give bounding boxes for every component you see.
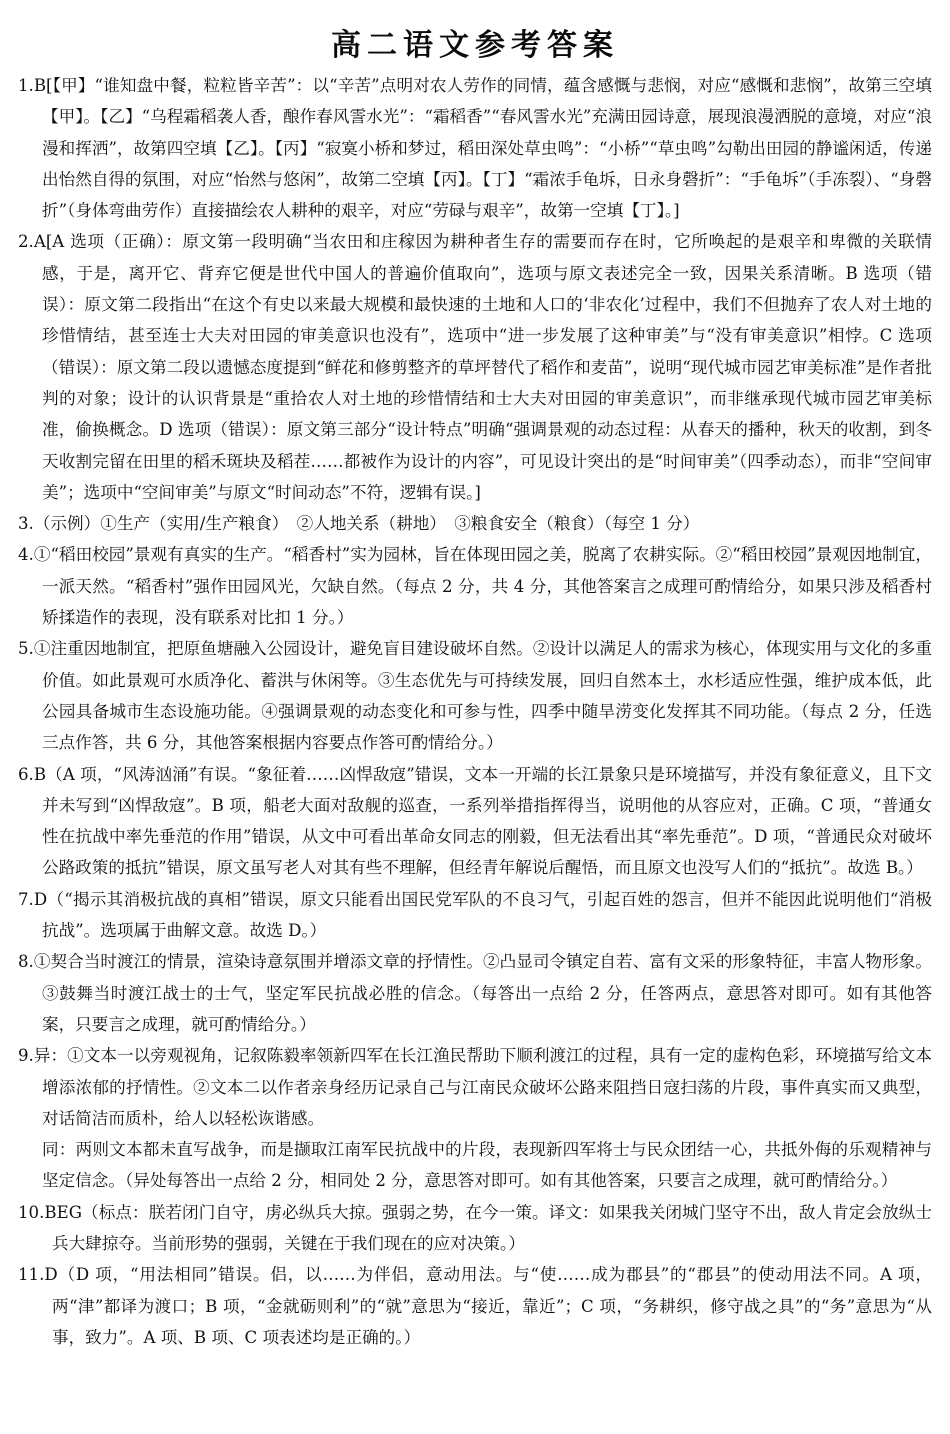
answer-item-7 (18, 884, 932, 947)
answer-text: D（D 项，“用法相同”错误。侣，以……为伴侣，意动用法。与“使……成为郡县”的“郡县”的使动用法不同。A 项，两“津”都译为渡口；B 项，“金就砺则利”的“就”意思为“接近，靠近”；C 项，“务耕织，修守战之具”的“务”意思为“从事，致力”。A 项、B 项、C 项表述均是正确的。） (44, 1265, 932, 1347)
answer-number: 4. (18, 545, 34, 565)
answer-number: 11. (18, 1265, 45, 1285)
answer-item-9 (18, 1040, 932, 1134)
answer-number: 3. (18, 514, 34, 534)
answer-text: B[【甲】“谁知盘中餐，粒粒皆辛苦”：以“辛苦”点明对农人劳作的同情，蕴含感慨与悲悯，对应“感慨和悲悯”，故第三空填【甲】。【乙】“乌程霜稻袭人香，酿作春风霅水光”：“霜稻香”“春风霅水光”充满田园诗意，展现浪漫洒脱的意境，对应“浪漫和挥洒”，故第四空填【乙】。【丙】“寂寞小桥和梦过，稻田深处草虫鸣”：“小桥”“草虫鸣”勾勒出田园的静谧闲适，传递出怡然自得的氛围，对应“怡然与悠闲”，故第二空填【丙】。【丁】“霜浓手龟坼，日永身磬折”：“手龟坼”（手冻裂）、“身磬折”（身体弯曲劳作）直接描绘农人耕种的艰辛，对应“劳碌与艰辛”，故第一空填【丁】。] (33, 76, 932, 221)
answer-item-4 (18, 539, 932, 633)
answer-item-6 (18, 759, 932, 884)
answer-number: 6. (18, 764, 34, 784)
answer-item-11 (18, 1259, 932, 1353)
answer-item-10 (18, 1197, 932, 1260)
answer-item-1 (18, 70, 932, 226)
answer-number: 1. (18, 76, 34, 95)
answer-number: 2. (18, 232, 34, 252)
answer-text: BEG（标点：朕若闭门自守，虏必纵兵大掠。强弱之势，在今一策。译文：如果我关闭城门坚守不出，敌人肯定会放纵士兵大肆掠夺。当前形势的强弱，关键在于我们现在的应对决策。） (44, 1202, 932, 1253)
answer-text: A[A 选项（正确）：原文第一段明确“当农田和庄稼因为耕种者生存的需要而存在时，它所唤起的是艰辛和卑微的关联情感，于是，离开它、背弃它便是世代中国人的普遍价值取向”，选项与原文表述完全一致，因果关系清晰。B 选项（错误）：原文第二段指出“在这个有史以来最大规模和最快速的土地和人口的‘非农化’过程中，我们不但抛弃了农人对土地的珍惜情结，甚至连士大夫对田园的审美意识也没有”，选项中“进一步发展了这种审美”与“没有审美意识”相悖。C 选项（错误）：原文第二段以遗憾态度提到“鲜花和修剪整齐的草坪替代了稻作和麦苗”，说明“现代城市园艺审美标准”是作者批判的对象；设计的认识背景是“重拾农人对土地的珍惜情结和士大夫对田园的审美意识”，而非继承现代城市园艺审美标准，偷换概念。D 选项（错误）：原文第三部分“设计特点”明确“强调景观的动态过程：从春天的播种，秋天的收割，到冬天收割完留在田里的稻禾斑块及稻茬……都被作为设计的内容”，可见设计突出的是“时间审美”（四季动态），而非“空间审美”；选项中“空间审美”与原文“时间动态”不符，逻辑有误。] (33, 232, 932, 502)
answer-text: ①契合当时渡江的情景，渲染诗意氛围并增添文章的抒情性。②凸显司令镇定自若、富有文采的形象特征，丰富人物形象。③鼓舞当时渡江战士的士气，坚定军民抗战必胜的信念。（每答出一点给 2 分，任答两点，意思答对即可。如有其他答案，只要言之成理，就可酌情给分。） (33, 952, 932, 1034)
answer-number: 5. (18, 639, 34, 659)
answer-number: 7. (18, 889, 34, 909)
answer-item-3 (18, 508, 932, 539)
answer-number: 9. (18, 1046, 34, 1066)
answer-item-8 (18, 946, 932, 1040)
answer-text: B（A 项，“风涛汹涌”有误。“象征着……凶悍敌寇”错误，文本一开端的长江景象只是环境描写，并没有象征意义，且下文并未写到“凶悍敌寇”。B 项，船老大面对敌舰的巡查，一系列举措指挥得当，说明他的从容应对，正确。C 项，“普通女性在抗战中率先垂范的作用”错误，从文中可看出革命女同志的刚毅，但无法看出其“率先垂范”。D 项，“普通民众对破坏公路政策的抵抗”错误，原文虽写老人对其有些不理解，但经青年解说后醒悟，而且原文也没写人们的“抵抗”。故选 B。） (33, 764, 932, 878)
answer-text: ①“稻田校园”景观有真实的生产。“稻香村”实为园林，旨在体现田园之美，脱离了农耕实际。②“稻田校园”景观因地制宜，一派天然。“稻香村”强作田园风光，欠缺自然。（每点 2 分，共 4 分，其他答案言之成理可酌情给分，如果只涉及稻香村矫揉造作的表现，没有联系对比扣 1 分。） (33, 545, 932, 628)
answer-text: （示例）①生产（实用/生产粮食） ②人地关系（耕地） ③粮食安全（粮食）（每空 1 分） (33, 514, 700, 534)
answer-list (18, 70, 932, 1353)
page-title: 高二语文参考答案 (331, 28, 619, 63)
answer-item-5 (18, 633, 932, 758)
answer-number: 8. (18, 952, 34, 972)
answer-text: 异：①文本一以旁观视角，记叙陈毅率领新四军在长江渔民帮助下顺利渡江的过程，具有一定的虚构色彩，环境描写给文本增添浓郁的抒情性。②文本二以作者亲身经历记录自己与江南民众破坏公路来阻挡日寇扫荡的片段，事件真实而又典型，对话简洁而质朴，给人以轻松诙谐感。 (33, 1046, 932, 1128)
answer-text: D（“揭示其消极抗战的真相”错误，原文只能看出国民党军队的不良习气，引起百姓的怨言，但并不能因此说明他们“消极抗战”。选项属于曲解文意。故选 D。） (33, 889, 932, 941)
answer-item-9-similarity: 同：两则文本都未直写战争，而是撷取江南军民抗战中的片段，表现新四军将士与民众团结一心，共抵外侮的乐观精神与坚定信念。（异处每答出一点给 2 分，相同处 2 分，意思答对即可。如有其他答案，只要言之成理，就可酌情给分。） (42, 1140, 932, 1191)
answer-item-2 (18, 226, 932, 508)
answer-number: 10. (18, 1202, 45, 1222)
answer-text: ①注重因地制宜，把原鱼塘融入公园设计，避免盲目建设破坏自然。②设计以满足人的需求为核心，体现实用与文化的多重价值。如此景观可水质净化、蓄洪与休闲等。③生态优先与可持续发展，回归自然本土，水杉适应性强，维护成本低，此公园具备城市生态设施功能。④强调景观的动态变化和可参与性，四季中随旱涝变化发挥其不同功能。（每点 2 分，任选三点作答，共 6 分，其他答案根据内容要点作答可酌情给分。） (33, 639, 932, 753)
